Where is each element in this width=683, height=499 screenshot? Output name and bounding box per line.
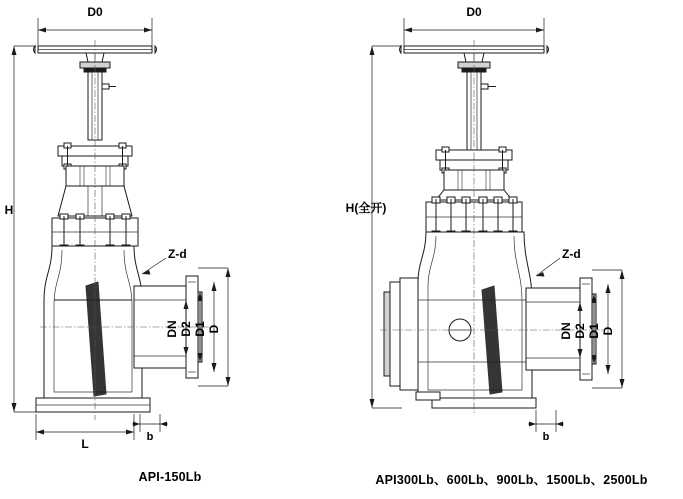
label-h-left: H	[4, 203, 14, 217]
label-d2-left: D2	[179, 321, 193, 337]
label-dn-right: DN	[559, 322, 573, 340]
label-d1-right: D1	[587, 323, 601, 339]
label-dn-left: DN	[165, 320, 179, 338]
valve-body-left	[44, 246, 142, 398]
label-d-right: D	[601, 326, 615, 336]
label-zd-right: Z-d	[562, 247, 581, 261]
dim-l-left	[36, 414, 134, 451]
caption-left: API-150Lb	[138, 470, 202, 484]
label-d0-right: D0	[466, 5, 482, 19]
label-d1-left: D1	[193, 321, 207, 337]
left-valve-svg	[0, 0, 340, 470]
caption-right: API300Lb、600Lb、900Lb、1500Lb、2500Lb	[375, 473, 648, 487]
right-valve-svg	[340, 0, 683, 470]
dim-zd-left	[142, 247, 187, 275]
label-b-left: b	[146, 431, 154, 443]
stem-left	[88, 72, 116, 140]
valve-drawing-right	[340, 0, 683, 499]
label-l-left: L	[81, 437, 89, 451]
label-h-right: H(全开)	[345, 201, 387, 215]
dim-zd-right	[536, 247, 581, 277]
label-d0-left: D0	[87, 5, 103, 19]
label-d-left: D	[207, 324, 221, 334]
label-b-right: b	[542, 431, 550, 443]
valve-drawing-left	[0, 0, 340, 499]
dim-b-right	[528, 410, 564, 443]
dim-b-left	[132, 414, 168, 443]
dim-h-left	[5, 46, 36, 412]
valve-body-right	[384, 232, 536, 408]
base-left	[36, 398, 150, 412]
label-d2-right: D2	[573, 323, 587, 339]
label-zd-left: Z-d	[168, 247, 187, 261]
